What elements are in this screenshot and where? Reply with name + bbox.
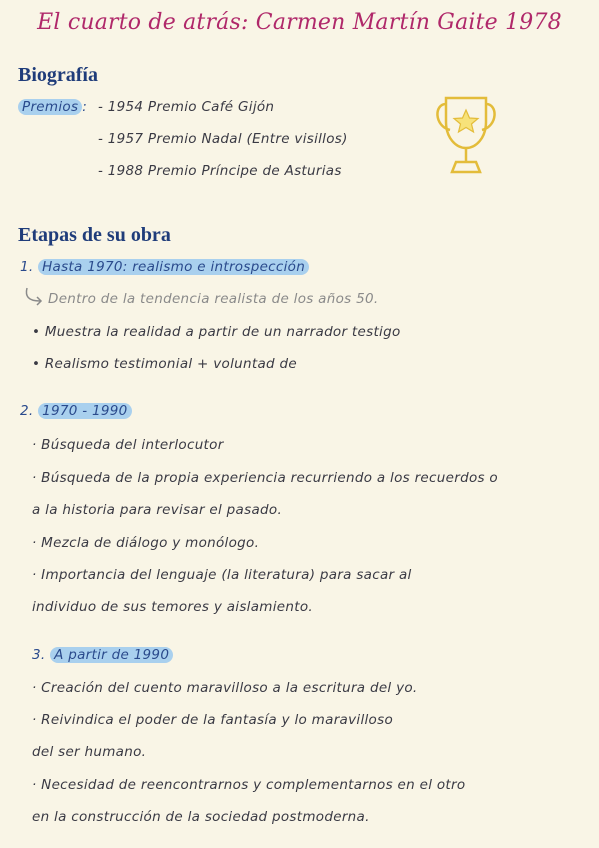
stage1-bullet: • Muestra la realidad a partir de un narrador testigo [32,324,401,340]
stage2-line: · Búsqueda de la propia experiencia recurriendo a los recuerdos o [32,470,498,486]
stage2-line: a la historia para revisar el pasado. [32,502,283,518]
stage1-number: 1. [20,259,34,275]
stage3-line: en la construcción de la sociedad postmoderna. [32,809,370,825]
stage2-line: individuo de sus temores y aislamiento. [32,599,313,615]
stage3-line: · Reivindica el poder de la fantasía y lo maravilloso [32,712,394,728]
etapas-heading: Etapas de su obra [18,224,171,246]
stage2-line: · Mezcla de diálogo y monólogo. [32,535,260,551]
stage3-number: 3. [32,647,46,663]
premio-item: - 1957 Premio Nadal (Entre visillos) [98,131,348,147]
stage2-title-highlight: 1970 - 1990 [38,403,131,419]
stage3-line: del ser humano. [32,744,147,760]
stage1-note: Dentro de la tendencia realista de los años 50. [48,291,379,307]
stage2-number: 2. [20,403,34,419]
stage2-line: · Búsqueda del interlocutor [32,437,224,453]
premio-item: - 1954 Premio Café Gijón [98,99,275,115]
trophy-icon [432,92,500,182]
stage2-title [20,403,132,419]
stage1-bullet: • Realismo testimonial + voluntad de [32,356,297,372]
curved-arrow-icon [22,286,46,308]
stage3-line: · Necesidad de reencontrarnos y complementarnos en el otro [32,777,466,793]
stage3-title-highlight: A partir de 1990 [50,647,173,663]
biografia-heading: Biografía [18,64,98,86]
stage1-title [20,259,309,275]
premios-label-highlight: Premios [18,99,82,115]
stage1-title-highlight: Hasta 1970: realismo e introspección [38,259,309,275]
stage2-line: · Importancia del lenguaje (la literatura) para sacar al [32,567,412,583]
stage3-line: · Creación del cuento maravilloso a la escritura del yo. [32,680,418,696]
page-title: El cuarto de atrás: Carmen Martín Gaite 1978 [37,10,562,35]
premios-label: Premios : [18,99,87,115]
stage3-title [32,647,173,663]
premio-item: - 1988 Premio Príncipe de Asturias [98,163,342,179]
